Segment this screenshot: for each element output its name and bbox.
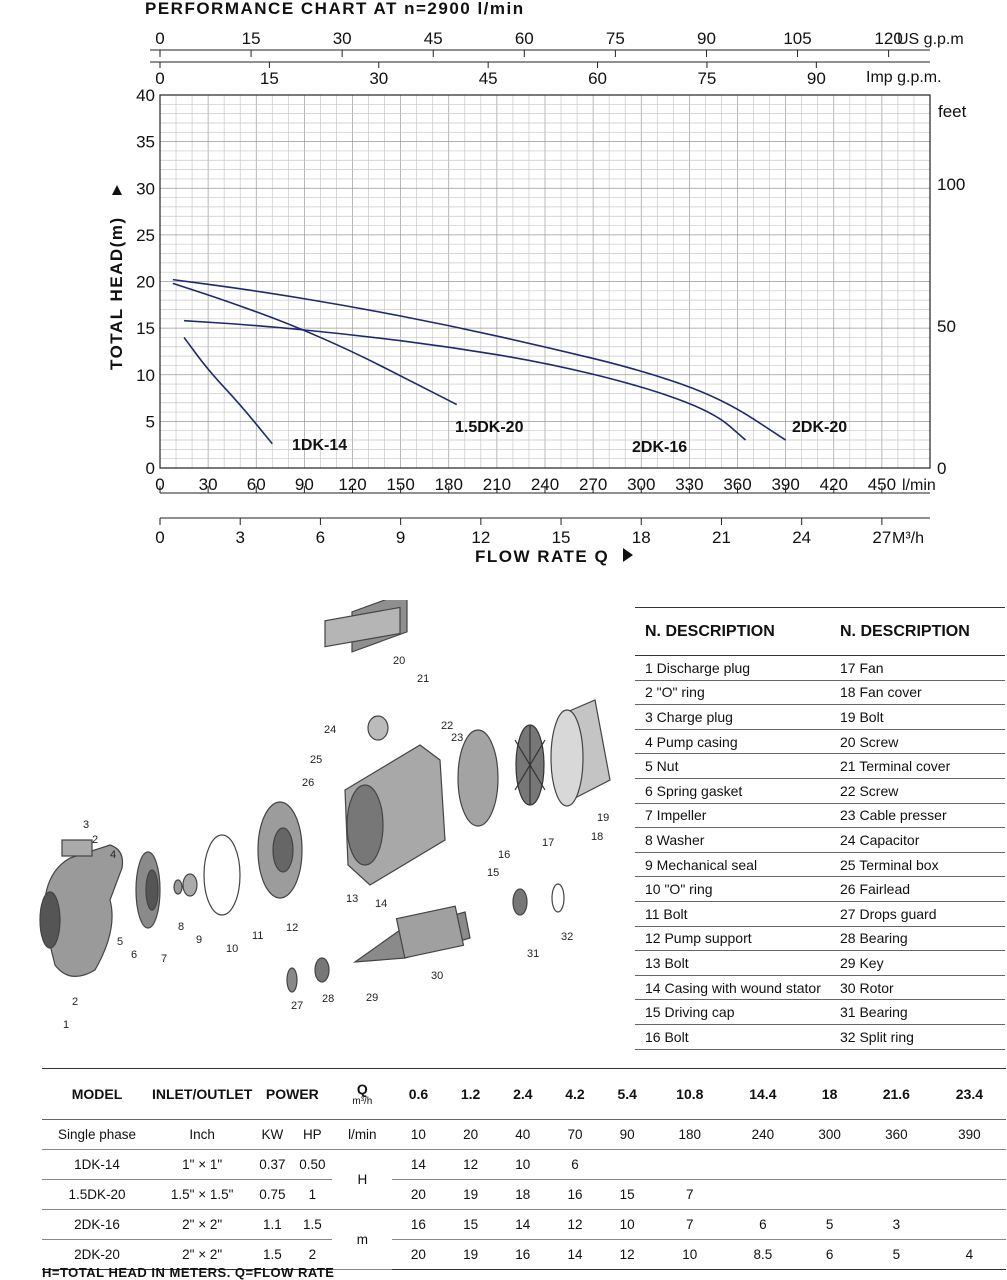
desc-right: 17 Fan <box>840 659 884 676</box>
impgpm-tick-label: 60 <box>588 69 608 88</box>
lmin-axis <box>155 475 936 494</box>
lmin-tick-label: 120 <box>338 475 367 494</box>
y-axis-title: TOTAL HEAD(m) <box>107 216 126 370</box>
q-m3h-cell: 14.4 <box>726 1069 799 1120</box>
desc-row <box>635 877 1005 902</box>
callout-29: 29 <box>366 992 379 1004</box>
usgpm-tick-label: 75 <box>605 29 625 48</box>
usgpm-tick-label: 60 <box>514 29 534 48</box>
q-lmin-cell: 180 <box>653 1120 726 1150</box>
y-tick-label: 25 <box>136 225 155 245</box>
y-axis-arrow-icon <box>112 185 122 195</box>
callout-27: 27 <box>291 1000 304 1012</box>
spec-row <box>42 1180 1006 1210</box>
callout-12: 12 <box>286 922 299 934</box>
m3h-tick-label: 24 <box>792 528 812 547</box>
q-m3h-cell: 21.6 <box>860 1069 933 1120</box>
series-label-2DK-20: 2DK-20 <box>792 419 848 436</box>
desc-left: 11 Bolt <box>645 905 688 922</box>
impeller-part <box>136 852 160 928</box>
head-cell: 14 <box>549 1240 601 1270</box>
m3h-unit-label: M³/h <box>892 530 924 547</box>
q-lmin-cell: 360 <box>860 1120 933 1150</box>
hp-cell: 1 <box>292 1180 332 1210</box>
h-label-cell: H <box>332 1150 392 1210</box>
head-cell: 8.5 <box>726 1240 799 1270</box>
head-cell: 10 <box>601 1210 653 1240</box>
q-unit: m³/h <box>352 1095 373 1107</box>
y-tick-label: 30 <box>136 179 155 199</box>
y-tick-label: 40 <box>136 86 155 105</box>
hp-cell: 2 <box>292 1240 332 1270</box>
exploded-view <box>0 600 630 1040</box>
desc-header-left: N. DESCRIPTION <box>645 622 775 640</box>
bearing-31-part <box>513 889 527 915</box>
seal-part <box>183 874 197 896</box>
desc-right: 21 Terminal cover <box>840 758 951 775</box>
desc-right: 27 Drops guard <box>840 905 937 922</box>
desc-left: 16 Bolt <box>645 1028 689 1045</box>
kw-cell: 0.75 <box>252 1180 292 1210</box>
lmin-tick-label: 180 <box>434 475 463 494</box>
model-cell: 2DK-16 <box>42 1210 152 1240</box>
usgpm-tick-label: 90 <box>696 29 716 48</box>
callout-17: 17 <box>542 837 555 849</box>
head-cell <box>933 1150 1006 1180</box>
y-axis <box>136 86 155 478</box>
y-tick-label: 0 <box>145 459 155 478</box>
callout-15: 15 <box>487 867 500 879</box>
head-cell <box>799 1150 859 1180</box>
desc-row <box>635 656 1005 681</box>
desc-row <box>635 754 1005 779</box>
spec-row <box>42 1150 1006 1180</box>
callout-14: 14 <box>375 898 388 910</box>
desc-right: 23 Cable presser <box>840 807 947 824</box>
q-lmin-cell: 300 <box>799 1120 859 1150</box>
head-cell <box>653 1150 726 1180</box>
desc-left: 15 Driving cap <box>645 1004 735 1021</box>
usgpm-tick-label: 45 <box>423 29 443 48</box>
desc-row <box>635 828 1005 853</box>
drops-guard-part <box>287 968 297 992</box>
callout-30: 30 <box>431 970 444 982</box>
io-cell: 1.5" × 1.5" <box>152 1180 252 1210</box>
m3h-tick-label: 12 <box>471 528 491 547</box>
desc-row <box>635 730 1005 755</box>
head-cell <box>726 1180 799 1210</box>
spec-h-inlet: INLET/OUTLET <box>152 1069 252 1120</box>
io-cell: 2" × 2" <box>152 1210 252 1240</box>
desc-right: 22 Screw <box>840 782 899 799</box>
head-cell: 3 <box>860 1210 933 1240</box>
head-cell: 14 <box>497 1210 549 1240</box>
desc-row <box>635 1000 1005 1025</box>
desc-row <box>635 804 1005 829</box>
desc-left: 6 Spring gasket <box>645 782 743 799</box>
head-cell: 20 <box>392 1180 444 1210</box>
head-cell: 6 <box>799 1240 859 1270</box>
desc-right: 31 Bearing <box>840 1004 908 1021</box>
chart-grid <box>160 95 930 468</box>
model-cell: 1.5DK-20 <box>42 1180 152 1210</box>
impgpm-tick-label: 30 <box>369 69 389 88</box>
desc-right: 20 Screw <box>840 733 899 750</box>
desc-right: 28 Bearing <box>840 930 908 947</box>
desc-row <box>635 927 1005 952</box>
callout-19: 19 <box>597 812 610 824</box>
lmin-tick-label: 30 <box>198 475 218 494</box>
lmin-tick-label: 240 <box>530 475 560 494</box>
head-cell: 19 <box>445 1240 497 1270</box>
lmin-tick-label: 330 <box>675 475 704 494</box>
series-curves <box>173 280 847 456</box>
spec-sub-hp: HP <box>292 1120 332 1150</box>
m3h-tick-label: 0 <box>155 528 165 547</box>
head-cell <box>933 1210 1006 1240</box>
impgpm-unit-label: Imp g.p.m. <box>866 69 942 86</box>
desc-left: 12 Pump support <box>645 930 752 947</box>
impgpm-tick-label: 90 <box>806 69 826 88</box>
callout-3: 3 <box>83 819 90 831</box>
callout-9: 9 <box>196 934 203 946</box>
q-m3h-cell: 18 <box>799 1069 859 1120</box>
io-cell: 2" × 2" <box>152 1240 252 1270</box>
q-m3h-cell: 10.8 <box>653 1069 726 1120</box>
q-lmin-cell: 240 <box>726 1120 799 1150</box>
callout-2: 2 <box>72 996 79 1008</box>
fan-part <box>515 725 545 805</box>
feet-tick-label: 50 <box>937 316 956 336</box>
washer-part <box>174 880 182 894</box>
desc-left: 2 "O" ring <box>645 684 705 701</box>
lmin-tick-label: 360 <box>723 475 752 494</box>
callout-23: 23 <box>451 732 464 744</box>
head-cell: 14 <box>392 1150 444 1180</box>
lmin-tick-label: 300 <box>627 475 656 494</box>
lmin-tick-label: 210 <box>482 475 512 494</box>
lmin-unit-label: l/min <box>902 477 936 494</box>
feet-label: feet <box>938 102 967 121</box>
spec-sub-phase: Single phase <box>42 1120 152 1150</box>
impgpm-tick-label: 45 <box>478 69 498 88</box>
callout-6: 6 <box>131 949 138 961</box>
m3h-tick-label: 6 <box>315 528 326 547</box>
lmin-tick-label: 270 <box>578 475 608 494</box>
desc-right: 26 Fairlead <box>840 881 911 898</box>
head-cell: 5 <box>860 1240 933 1270</box>
q-label: Q <box>356 1080 368 1097</box>
desc-row <box>635 951 1005 976</box>
m3h-tick-label: 27 <box>872 528 892 547</box>
feet-tick-label: 100 <box>937 174 966 194</box>
desc-left: 9 Mechanical seal <box>645 856 758 873</box>
callout-10: 10 <box>226 943 239 955</box>
head-cell: 15 <box>445 1210 497 1240</box>
impgpm-tick-label: 0 <box>155 69 165 88</box>
y-tick-label: 10 <box>136 365 155 385</box>
lmin-tick-label: 0 <box>155 475 165 494</box>
usgpm-unit-label: US g.p.m <box>897 31 964 48</box>
q-m3h-cell: 5.4 <box>601 1069 653 1120</box>
m3h-tick-label: 3 <box>235 528 245 547</box>
desc-left: 5 Nut <box>645 758 679 775</box>
callout-21: 21 <box>417 673 430 685</box>
desc-left: 8 Washer <box>645 831 705 848</box>
head-cell: 10 <box>497 1150 549 1180</box>
q-lmin-cell: 390 <box>933 1120 1006 1150</box>
head-cell: 15 <box>601 1180 653 1210</box>
q-m3h-cell: 23.4 <box>933 1069 1006 1120</box>
lmin-tick-label: 60 <box>246 475 266 494</box>
x-axis-title: FLOW RATE Q <box>475 547 610 566</box>
q-lmin-cell: 70 <box>549 1120 601 1150</box>
head-cell <box>726 1150 799 1180</box>
spec-table <box>42 1068 1006 1270</box>
callout-25: 25 <box>310 754 323 766</box>
callout-31: 31 <box>527 948 540 960</box>
head-cell <box>933 1180 1006 1210</box>
q-m3h-cell: 0.6 <box>392 1069 444 1120</box>
desc-left: 14 Casing with wound stator <box>645 979 821 996</box>
head-cell: 16 <box>392 1210 444 1240</box>
series-line-1DK-14 <box>184 337 272 443</box>
m3h-tick-label: 9 <box>395 528 406 547</box>
imp-gpm-axis <box>150 62 942 88</box>
series-line-2DK-20 <box>173 280 786 440</box>
desc-row <box>635 853 1005 878</box>
model-cell: 1DK-14 <box>42 1150 152 1180</box>
rotor-part <box>355 906 470 962</box>
head-cell: 12 <box>601 1240 653 1270</box>
head-cell: 7 <box>653 1180 726 1210</box>
callout-18: 18 <box>591 831 604 843</box>
head-cell: 10 <box>653 1240 726 1270</box>
q-lmin-cell: 10 <box>392 1120 444 1150</box>
head-cell <box>860 1180 933 1210</box>
callout-7: 7 <box>161 953 168 965</box>
fan-cover-part <box>551 700 610 806</box>
y-tick-label: 15 <box>136 319 155 339</box>
lmin-tick-label: 150 <box>386 475 415 494</box>
q-lmin-cell: 40 <box>497 1120 549 1150</box>
callout-8: 8 <box>178 921 185 933</box>
head-cell: 7 <box>653 1210 726 1240</box>
m3h-tick-label: 21 <box>711 528 731 547</box>
q-lmin-cell: 20 <box>445 1120 497 1150</box>
desc-left: 4 Pump casing <box>645 733 738 750</box>
usgpm-tick-label: 30 <box>332 29 352 48</box>
usgpm-tick-label: 0 <box>155 29 165 48</box>
bearing-28-part <box>315 958 329 982</box>
lmin-tick-label: 420 <box>819 475 848 494</box>
hp-cell: 0.50 <box>292 1150 332 1180</box>
callout-4: 4 <box>110 849 117 861</box>
desc-row <box>635 705 1005 730</box>
desc-left: 1 Discharge plug <box>645 659 751 676</box>
spec-h-power: POWER <box>252 1069 332 1120</box>
head-cell: 16 <box>549 1180 601 1210</box>
callout-1: 1 <box>63 1019 70 1031</box>
head-cell: 18 <box>497 1180 549 1210</box>
kw-cell: 1.1 <box>252 1210 292 1240</box>
callout-24: 24 <box>324 724 337 736</box>
callout-32: 32 <box>561 931 574 943</box>
feet-axis <box>937 102 967 478</box>
capacitor-part <box>368 716 388 740</box>
model-cell: 2DK-20 <box>42 1240 152 1270</box>
desc-right: 32 Split ring <box>840 1028 914 1045</box>
head-cell: 12 <box>445 1150 497 1180</box>
desc-right: 30 Rotor <box>840 979 894 996</box>
usgpm-tick-label: 15 <box>241 29 261 48</box>
m-label-cell: m <box>332 1210 392 1270</box>
head-cell <box>860 1150 933 1180</box>
impgpm-tick-label: 15 <box>259 69 279 88</box>
callout-28: 28 <box>322 993 335 1005</box>
kw-cell: 1.5 <box>252 1240 292 1270</box>
desc-left: 10 "O" ring <box>645 881 713 898</box>
spec-sub-kw: KW <box>252 1120 292 1150</box>
driving-cap-part <box>458 730 498 826</box>
head-cell: 5 <box>799 1210 859 1240</box>
series-label-2DK-16: 2DK-16 <box>632 439 688 456</box>
desc-right: 18 Fan cover <box>840 684 922 701</box>
callout-22: 22 <box>441 720 454 732</box>
usgpm-tick-label: 105 <box>783 29 812 48</box>
y-tick-label: 20 <box>136 272 155 292</box>
desc-right: 19 Bolt <box>840 708 884 725</box>
callout-11: 11 <box>252 930 264 942</box>
spec-sub-lmin: l/min <box>332 1120 392 1150</box>
hp-cell: 1.5 <box>292 1210 332 1240</box>
head-cell: 20 <box>392 1240 444 1270</box>
spec-sub-inch: Inch <box>152 1120 252 1150</box>
desc-right: 24 Capacitor <box>840 831 920 848</box>
q-m3h-cell: 4.2 <box>549 1069 601 1120</box>
performance-chart <box>0 0 1007 580</box>
callout-26: 26 <box>302 777 315 789</box>
pump-support-part <box>258 802 302 898</box>
head-cell: 12 <box>549 1210 601 1240</box>
head-cell <box>601 1150 653 1180</box>
feet-tick-label: 0 <box>937 459 947 478</box>
m3h-axis <box>155 518 930 547</box>
io-cell: 1" × 1" <box>152 1150 252 1180</box>
lmin-tick-label: 90 <box>294 475 314 494</box>
desc-left: 13 Bolt <box>645 954 689 971</box>
desc-row <box>635 1025 1005 1050</box>
series-line-1.5DK-20 <box>173 283 457 404</box>
head-cell: 6 <box>726 1210 799 1240</box>
desc-row <box>635 681 1005 706</box>
series-label-1.5DK-20: 1.5DK-20 <box>455 419 524 436</box>
spec-h-q <box>332 1069 392 1120</box>
q-lmin-cell: 90 <box>601 1120 653 1150</box>
callout-20: 20 <box>393 655 406 667</box>
desc-row <box>635 779 1005 804</box>
head-cell <box>799 1180 859 1210</box>
footnote: H=TOTAL HEAD IN METERS. Q=FLOW RATE <box>42 1265 335 1280</box>
q-m3h-cell: 1.2 <box>445 1069 497 1120</box>
spec-h-model: MODEL <box>42 1069 152 1120</box>
head-cell: 6 <box>549 1150 601 1180</box>
us-gpm-axis <box>150 29 964 57</box>
head-cell: 16 <box>497 1240 549 1270</box>
callout-13: 13 <box>346 893 359 905</box>
x-axis-arrow-icon <box>623 548 633 562</box>
lmin-tick-label: 450 <box>867 475 897 494</box>
desc-left: 7 Impeller <box>645 807 707 824</box>
m3h-tick-label: 18 <box>631 528 651 547</box>
head-cell: 4 <box>933 1240 1006 1270</box>
head-cell: 19 <box>445 1180 497 1210</box>
o-ring-part <box>204 835 240 915</box>
series-label-1DK-14: 1DK-14 <box>292 437 348 454</box>
motor-body-part <box>325 600 445 885</box>
desc-right: 25 Terminal box <box>840 856 939 873</box>
spec-row <box>42 1210 1006 1240</box>
desc-row <box>635 902 1005 927</box>
usgpm-tick-label: 120 <box>874 29 903 48</box>
parts-description-table <box>635 607 1005 1050</box>
split-ring-part <box>552 884 564 912</box>
callout-2: 2 <box>92 834 99 846</box>
kw-cell: 0.37 <box>252 1150 292 1180</box>
lmin-tick-label: 390 <box>771 475 800 494</box>
desc-left: 3 Charge plug <box>645 708 733 725</box>
y-tick-label: 35 <box>136 132 155 152</box>
q-m3h-cell: 2.4 <box>497 1069 549 1120</box>
desc-header-right: N. DESCRIPTION <box>840 622 970 640</box>
callout-16: 16 <box>498 849 511 861</box>
chart-title: PERFORMANCE CHART AT n=2900 l/min <box>145 0 525 18</box>
callout-5: 5 <box>117 936 124 948</box>
impgpm-tick-label: 75 <box>697 69 717 88</box>
y-tick-label: 5 <box>145 412 155 432</box>
desc-right: 29 Key <box>840 954 884 971</box>
desc-row <box>635 976 1005 1001</box>
m3h-tick-label: 15 <box>551 528 571 547</box>
